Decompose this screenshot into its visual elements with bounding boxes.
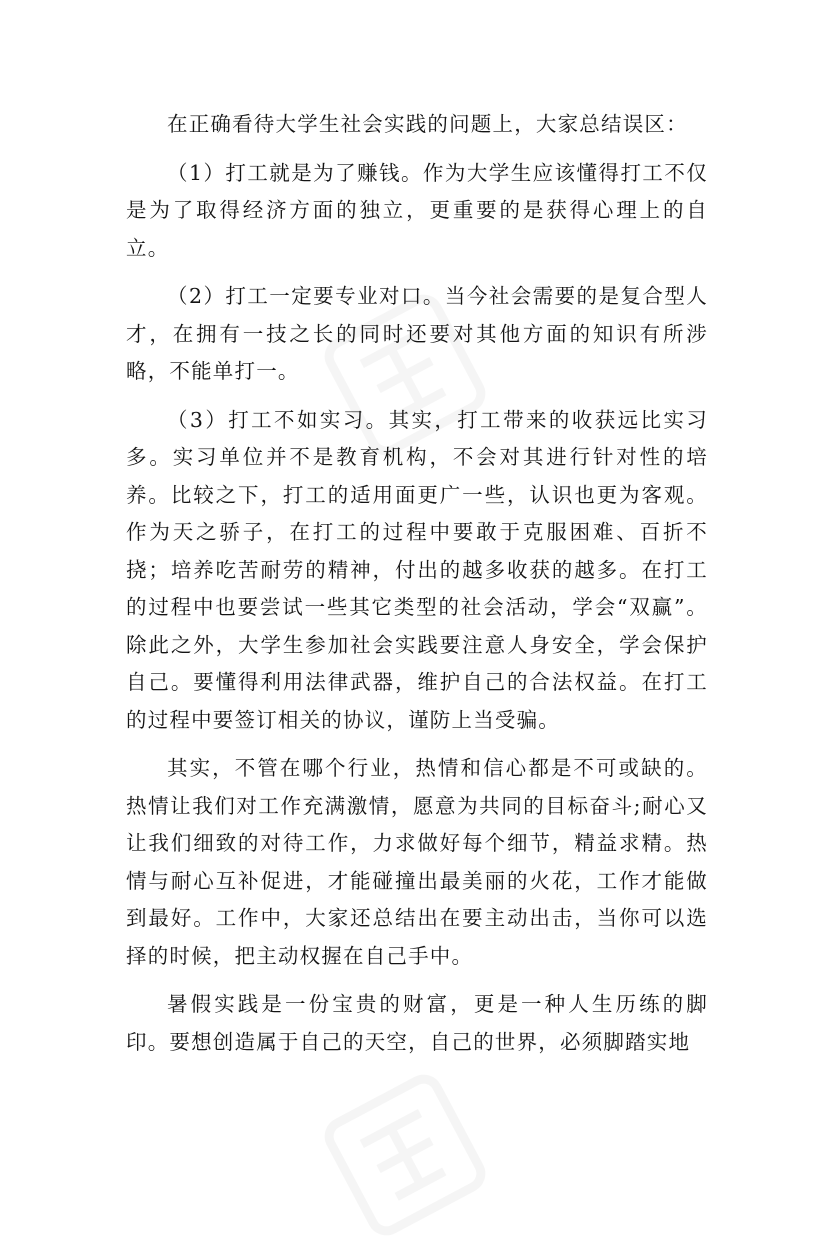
paragraph-passion-patience: 其实，不管在哪个行业，热情和信心都是不可或缺的。热情让我们对工作充满激情，愿意为共同的目标奋斗;耐心又让我们细致的对待工作，力求做好每个细节，精益求精。热情与耐心互补促进，才能碰撞出最美丽的火花，工作才能做到最好。工作中，大家还总结出在要主动出击，当你可以选择的时候，把主动权握在自己手中。 xyxy=(126,756,708,968)
paragraph-misconception-2: （2）打工一定要专业对口。当今社会需要的是复合型人才，在拥有一技之长的同时还要对其他方面的知识有所涉略，不能单打一。 xyxy=(126,284,708,383)
watermark-logo-icon xyxy=(304,1054,507,1256)
paragraph-misconception-1: （1）打工就是为了赚钱。作为大学生应该懂得打工不仅是为了取得经济方面的独立，更重要的是获得心理上的自立。 xyxy=(126,160,708,260)
paragraph-summer-practice: 暑假实践是一份宝贵的财富，更是一种人生历练的脚印。要想创造属于自己的天空，自己的世界，必须脚踏实地 xyxy=(126,992,708,1054)
paragraph-misconception-3: （3）打工不如实习。其实，打工带来的收获远比实习多。实习单位并不是教育机构，不会对其进行针对性的培养。比较之下，打工的适用面更广一些，认识也更为客观。作为天之骄子，在打工的过程中要敢于克服困难、百折不挠；培养吃苦耐劳的精神，付出的越多收获的越多。在打工的过程中也要尝试一些其它类型的社会活动，学会“双赢”。除此之外，大学生参加社会实践要注意人身安全，学会保护自己。要懂得利用法律武器，维护自己的合法权益。在打工的过程中要签订相关的协议，谨防上当受骗。 xyxy=(126,407,708,732)
body-text xyxy=(126,106,708,1061)
paragraph-intro: 在正确看待大学生社会实践的问题上，大家总结误区： xyxy=(167,112,688,136)
